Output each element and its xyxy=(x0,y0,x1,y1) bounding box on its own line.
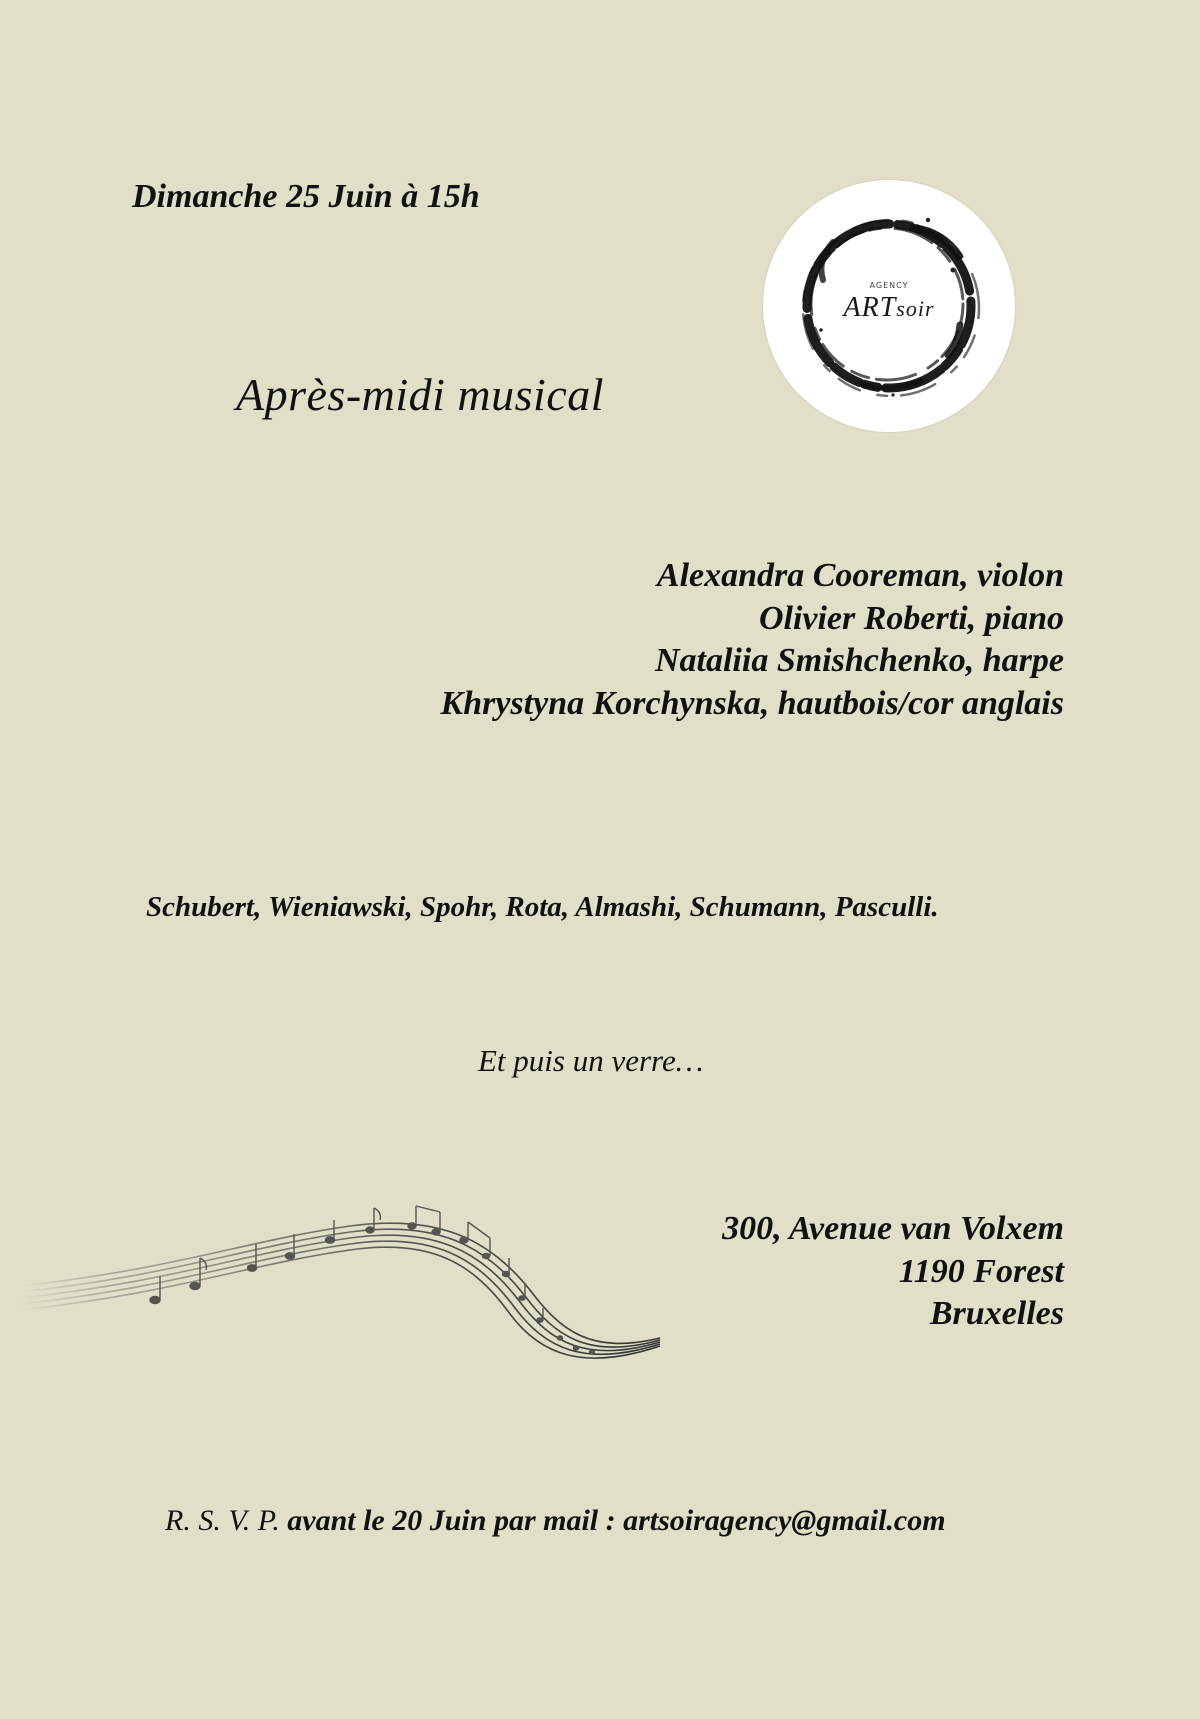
logo-name-small: soir xyxy=(896,296,935,321)
logo-name-main: ART xyxy=(843,292,897,323)
event-date: Dimanche 25 Juin à 15h xyxy=(132,178,480,215)
performer-item: Alexandra Cooreman, violon xyxy=(656,557,1064,594)
venue-address xyxy=(722,1208,1064,1336)
performer-item: Olivier Roberti, piano xyxy=(758,599,1064,637)
logo-name xyxy=(763,292,1015,324)
rsvp-letters: R. S. V. P. xyxy=(165,1504,280,1537)
artsoir-logo xyxy=(763,180,1015,432)
address-line: 1190 Forest xyxy=(898,1252,1064,1290)
performers-list xyxy=(441,555,1064,725)
composers-line: Schubert, Wieniawski, Spohr, Rota, Almashi, Schumann, Pasculli. xyxy=(146,891,939,923)
address-line: 300, Avenue van Volxem xyxy=(722,1210,1064,1247)
logo-agency-label: AGENCY xyxy=(869,281,909,290)
rsvp-line xyxy=(165,1504,946,1538)
performer-item: Khrystyna Korchynska, hautbois/cor anglais xyxy=(440,684,1064,722)
performer-item: Nataliia Smishchenko, harpe xyxy=(654,642,1064,679)
music-staff-wave-icon xyxy=(20,1200,680,1380)
event-title: Après-midi musical xyxy=(236,369,605,420)
address-line: Bruxelles xyxy=(929,1295,1064,1332)
rsvp-text: avant le 20 Juin par mail : artsoiragency@gmail.com xyxy=(279,1504,946,1537)
drink-line: Et puis un verre… xyxy=(478,1043,704,1078)
